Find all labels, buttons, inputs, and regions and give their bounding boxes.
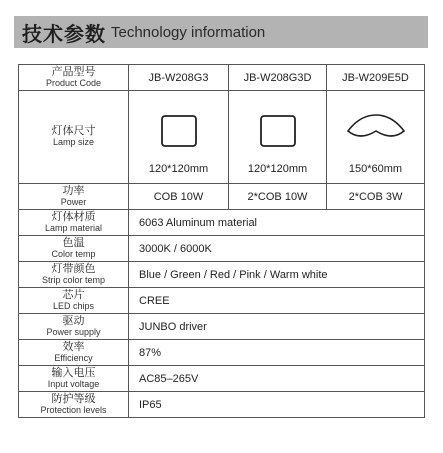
lamp-size-cell-2: [229, 91, 327, 184]
power-label: [19, 184, 129, 210]
efficiency-label-cn: 效率: [62, 340, 85, 353]
protection-levels-label-en: Protection levels: [40, 404, 107, 415]
led-chips-label-cn: 芯片: [62, 288, 85, 301]
curved-lamp-icon: [344, 113, 408, 147]
product-code-3: JB-W209E5D: [327, 65, 425, 91]
lamp-size-cell-3: [327, 91, 425, 184]
input-voltage-value: AC85–265V: [129, 366, 425, 392]
lamp-size-cell-1: [129, 91, 229, 184]
row-color-temp: [19, 236, 425, 262]
lamp-material-label: [19, 210, 129, 236]
product-code-label-cn: 产品型号: [51, 65, 96, 78]
power-2: 2*COB 10W: [229, 184, 327, 210]
square-lamp-icon: [159, 113, 199, 149]
row-protection-levels: [19, 392, 425, 418]
led-chips-value: CREE: [129, 288, 425, 314]
lamp-size-1: 120*120mm: [148, 163, 209, 175]
led-chips-label-en: LED chips: [52, 300, 95, 311]
row-efficiency: [19, 340, 425, 366]
input-voltage-label: [19, 366, 129, 392]
product-code-label-en: Product Code: [45, 77, 102, 88]
lamp-size-label: [19, 91, 129, 184]
lamp-size-label-en: Lamp size: [52, 137, 95, 147]
power-label-en: Power: [60, 196, 87, 207]
row-led-chips: [19, 288, 425, 314]
efficiency-label-en: Efficiency: [54, 352, 93, 363]
lamp-material-label-en: Lamp material: [44, 222, 103, 233]
strip-color-temp-value: Blue / Green / Red / Pink / Warm white: [129, 262, 425, 288]
lamp-size-2: 120*120mm: [247, 163, 308, 175]
protection-levels-label: [19, 392, 129, 418]
power-1: COB 10W: [129, 184, 229, 210]
square-lamp-icon: [258, 113, 298, 149]
row-lamp-material: [19, 210, 425, 236]
row-strip-color-temp: [19, 262, 425, 288]
color-temp-label-cn: 色温: [62, 236, 85, 249]
product-code-2: JB-W208G3D: [229, 65, 327, 91]
led-chips-label: [19, 288, 129, 314]
efficiency-value: 87%: [129, 340, 425, 366]
row-product-code: [19, 65, 425, 91]
section-header: [14, 16, 428, 48]
section-title-cn: 技术参数: [22, 23, 106, 46]
input-voltage-label-en: Input voltage: [47, 378, 100, 389]
color-temp-value: 3000K / 6000K: [129, 236, 425, 262]
spec-table: [18, 64, 425, 418]
color-temp-label: [19, 236, 129, 262]
power-3: 2*COB 3W: [327, 184, 425, 210]
row-lamp-size: [19, 91, 425, 184]
product-code-1: JB-W208G3: [129, 65, 229, 91]
efficiency-label: [19, 340, 129, 366]
color-temp-label-en: Color temp: [51, 248, 96, 259]
section-title-en: Technology information: [111, 23, 266, 41]
lamp-material-label-cn: 灯体材质: [51, 210, 96, 223]
strip-color-temp-label-en: Strip color temp: [41, 274, 106, 285]
protection-levels-label-cn: 防护等级: [51, 392, 96, 405]
power-supply-value: JUNBO driver: [129, 314, 425, 340]
strip-color-temp-label: [19, 262, 129, 288]
strip-color-temp-label-cn: 灯带颜色: [51, 262, 96, 275]
row-input-voltage: [19, 366, 425, 392]
power-label-cn: 功率: [62, 184, 85, 197]
lamp-size-3: 150*60mm: [348, 163, 403, 175]
lamp-size-label-cn: 灯体尺寸: [51, 125, 96, 137]
product-code-label: [19, 65, 129, 91]
row-power: [19, 184, 425, 210]
protection-levels-value: IP65: [129, 392, 425, 418]
power-supply-label-cn: 驱动: [62, 314, 85, 327]
power-supply-label-en: Power supply: [46, 326, 101, 337]
power-supply-label: [19, 314, 129, 340]
input-voltage-label-cn: 输入电压: [51, 366, 96, 379]
lamp-material-value: 6063 Aluminum material: [129, 210, 425, 236]
row-power-supply: [19, 314, 425, 340]
